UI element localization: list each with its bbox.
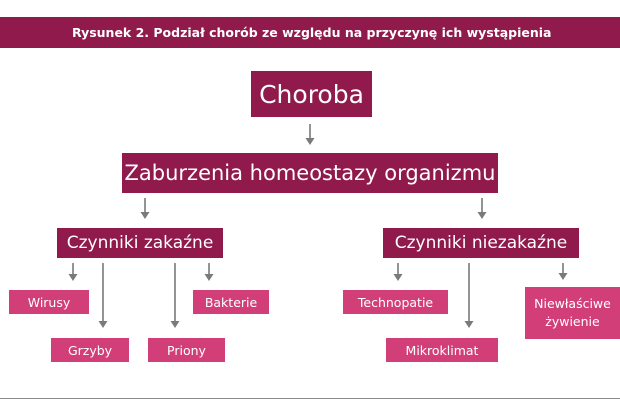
- node-mikroklimat-label: Mikroklimat: [405, 342, 479, 358]
- arrowhead-choroba-zaburzenia: [306, 138, 315, 145]
- arrowhead-niezakazne-technopatie: [394, 274, 403, 281]
- node-wirusy-label: Wirusy: [27, 294, 71, 310]
- figure-title: Rysunek 2. Podział chorób ze względu na przyczynę ich wystąpienia: [72, 25, 552, 40]
- arrowhead-zakazne-wirusy: [69, 274, 78, 281]
- arrowhead-zakazne-priony: [171, 321, 180, 328]
- arrowhead-niezakazne-zywienie: [559, 273, 568, 280]
- arrowhead-zakazne-grzyby: [99, 321, 108, 328]
- node-czynniki-niezakazne-label: Czynniki niezakaźne: [394, 233, 568, 253]
- arrowhead-zakazne-bakterie: [205, 274, 214, 281]
- node-czynniki-zakazne-label: Czynniki zakaźne: [66, 233, 214, 253]
- node-grzyby-label: Grzyby: [67, 342, 113, 358]
- node-choroba-label: Choroba: [259, 79, 364, 109]
- node-zaburzenia-label: Zaburzenia homeostazy organizmu: [124, 161, 496, 185]
- arrowhead-niezakazne-mikroklimat: [465, 321, 474, 328]
- arrowhead-zaburzenia-niezakazne: [478, 212, 487, 219]
- arrowhead-zaburzenia-zakazne: [141, 212, 150, 219]
- node-niewlasciwe-line1: Niewłaściwe: [534, 296, 611, 311]
- bottom-rule: [0, 398, 620, 399]
- node-niewlasciwe-line2: żywienie: [545, 314, 600, 329]
- node-technopatie-label: Technopatie: [357, 294, 434, 310]
- node-bakterie-label: Bakterie: [204, 294, 258, 310]
- node-priony-label: Priony: [167, 342, 206, 358]
